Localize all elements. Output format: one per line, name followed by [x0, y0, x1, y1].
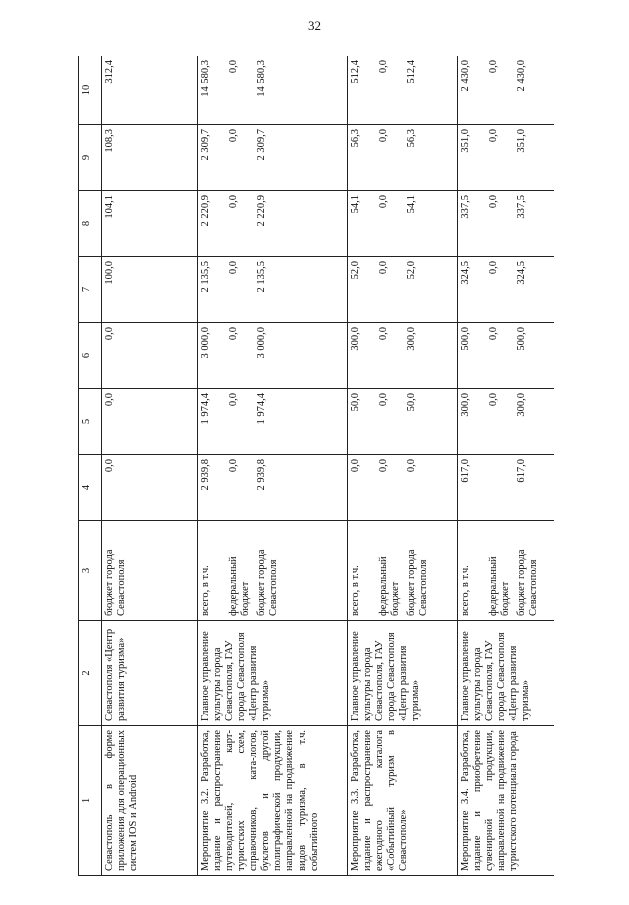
amount-cell [198, 125, 348, 191]
amount-cell [198, 389, 348, 455]
amount-value: 0,0 [378, 129, 389, 143]
amount-value: 2 309,7 [200, 129, 211, 161]
amount-value: 0,0 [488, 129, 499, 143]
amount-value: 50,0 [350, 393, 361, 412]
funding-source: федеральный бюджет [228, 556, 252, 616]
amount-value: 56,3 [406, 129, 417, 148]
funding-source-cell [198, 521, 348, 621]
amount-value: 324,5 [516, 261, 527, 285]
funding-source: всего, в т.ч. [200, 565, 211, 616]
amount-value: 0,0 [378, 459, 389, 473]
amount-cell [458, 56, 555, 125]
amount-value: 108,3 [104, 129, 115, 153]
executor-cell: Главное управление культуры города Севастополя, ГАУ города Севастополя «Центр развития туризма» [458, 621, 555, 726]
amount-cell [102, 323, 198, 389]
amount-value: 52,0 [350, 261, 361, 280]
col-header-9: 9 [79, 125, 102, 191]
amount-value: 2 309,7 [256, 129, 267, 161]
amount-cell [348, 191, 458, 257]
amount-cell [348, 56, 458, 125]
table-body [102, 56, 555, 876]
amount-value: 1 974,4 [256, 393, 267, 425]
amount-cell [198, 257, 348, 323]
amount-value: 300,0 [406, 327, 417, 351]
amount-value: 324,5 [460, 261, 471, 285]
amount-value: 512,4 [406, 60, 417, 84]
amount-cell [102, 389, 198, 455]
amount-value: 0,0 [488, 195, 499, 209]
rotated-table-content [78, 56, 554, 876]
amount-value: 104,1 [104, 195, 115, 219]
executor-cell: Главное управление культуры города Севастополя, ГАУ города Севастополя «Центр развития туризма» [348, 621, 458, 726]
amount-value: 2 135,5 [200, 261, 211, 293]
table-row [458, 56, 555, 876]
funding-source-cell [102, 521, 198, 621]
header-row [79, 56, 102, 876]
amount-value: 2 430,0 [516, 60, 527, 92]
amount-value: 500,0 [516, 327, 527, 351]
amount-value: 2 939,8 [256, 459, 267, 491]
amount-value: 0,0 [488, 60, 499, 74]
funding-source-cell [458, 521, 555, 621]
funding-source: бюджет города Севастополя [104, 549, 128, 616]
amount-cell [198, 323, 348, 389]
amount-value: 2 430,0 [460, 60, 471, 92]
amount-value: 54,1 [350, 195, 361, 214]
amount-cell [198, 455, 348, 521]
amount-value: 3 000,0 [200, 327, 211, 359]
amount-value: 351,0 [460, 129, 471, 153]
amount-cell [348, 389, 458, 455]
funding-source: всего, в т.ч. [350, 565, 361, 616]
col-header-3: 3 [79, 521, 102, 621]
amount-value: 2 939,8 [200, 459, 211, 491]
amount-value: 0,0 [228, 261, 239, 275]
amount-value: 14 580,3 [256, 60, 267, 97]
measure-cell: Севастополь в форме приложения для операционных систем IOS и Android [102, 726, 198, 876]
amount-value: 0,0 [228, 459, 239, 473]
col-header-4: 4 [79, 455, 102, 521]
amount-value: 0,0 [488, 261, 499, 275]
amount-value: 512,4 [350, 60, 361, 84]
amount-value: 0,0 [104, 327, 115, 341]
col-header-10: 10 [79, 56, 102, 125]
funding-source: бюджет города Севастополя [256, 549, 280, 616]
amount-value: 500,0 [460, 327, 471, 351]
amount-cell [348, 257, 458, 323]
amount-value: 300,0 [516, 393, 527, 417]
amount-cell [458, 455, 555, 521]
amount-value: 56,3 [350, 129, 361, 148]
funding-source: федеральный бюджет [488, 556, 512, 616]
amount-value: 0,0 [228, 129, 239, 143]
amount-value: 2 220,9 [256, 195, 267, 227]
measure-cell: Мероприятие 3.3. Разработка, издание и распространение ежегодного каталога «Событийный туризм в Севастополе» [348, 726, 458, 876]
measure-cell: Мероприятие 3.4. Разработка, издание и приобретение сувенирной продукции, направленной на продвижение туристского потенциала города [458, 726, 555, 876]
amount-value: 0,0 [378, 261, 389, 275]
amount-cell [102, 56, 198, 125]
amount-value: 0,0 [228, 327, 239, 341]
amount-cell [102, 125, 198, 191]
budget-table [78, 56, 554, 876]
table-row [198, 56, 348, 876]
col-header-2: 2 [79, 621, 102, 726]
amount-value: 0,0 [378, 327, 389, 341]
measure-cell: Мероприятие 3.2. Разработка, издание и распространение путеводителей, карт-туристских схем, справочников, ката-логов, буклетов и другой полиграфической продукции, направленной на продвижение видов туризма, в т.ч. событийного [198, 726, 348, 876]
col-header-6: 6 [79, 323, 102, 389]
amount-value: 50,0 [406, 393, 417, 412]
amount-value: 0,0 [228, 60, 239, 74]
amount-value: 3 000,0 [256, 327, 267, 359]
amount-value: 0,0 [378, 393, 389, 407]
amount-cell [458, 323, 555, 389]
table-row [348, 56, 458, 876]
amount-value: 0,0 [228, 393, 239, 407]
amount-value: 14 580,3 [200, 60, 211, 97]
amount-value: 300,0 [350, 327, 361, 351]
amount-cell [458, 125, 555, 191]
amount-value [488, 459, 516, 516]
amount-value: 337,5 [516, 195, 527, 219]
amount-value: 2 135,5 [256, 261, 267, 293]
funding-source: всего, в т.ч. [460, 565, 471, 616]
amount-cell [102, 257, 198, 323]
amount-value: 0,0 [378, 195, 389, 209]
executor-cell: Севастополя «Центр развития туризма» [102, 621, 198, 726]
amount-value: 0,0 [406, 459, 417, 473]
amount-value: 52,0 [406, 261, 417, 280]
col-header-5: 5 [79, 389, 102, 455]
amount-value: 617,0 [460, 459, 471, 483]
amount-cell [348, 125, 458, 191]
amount-cell [458, 191, 555, 257]
table-row [102, 56, 198, 876]
amount-value: 312,4 [104, 60, 115, 84]
amount-value: 2 220,9 [200, 195, 211, 227]
amount-value: 300,0 [460, 393, 471, 417]
amount-value: 0,0 [104, 393, 115, 407]
amount-value: 0,0 [378, 60, 389, 74]
amount-cell [198, 56, 348, 125]
amount-value: 0,0 [104, 459, 115, 473]
page-number: 32 [308, 18, 321, 33]
amount-value: 0,0 [228, 195, 239, 209]
rotated-table-frame [78, 56, 554, 876]
amount-value: 0,0 [488, 393, 499, 407]
col-header-8: 8 [79, 191, 102, 257]
funding-source-cell [348, 521, 458, 621]
col-header-7: 7 [79, 257, 102, 323]
amount-cell [102, 455, 198, 521]
amount-value: 337,5 [460, 195, 471, 219]
amount-value: 54,1 [406, 195, 417, 214]
amount-value: 351,0 [516, 129, 527, 153]
amount-value: 1 974,4 [200, 393, 211, 425]
amount-cell [458, 389, 555, 455]
amount-value: 0,0 [350, 459, 361, 473]
amount-cell [458, 257, 555, 323]
amount-value: 617,0 [516, 459, 527, 483]
funding-source: бюджет города Севастополя [516, 549, 540, 616]
amount-value: 100,0 [104, 261, 115, 285]
col-header-1: 1 [79, 726, 102, 876]
amount-cell [102, 191, 198, 257]
amount-cell [198, 191, 348, 257]
funding-source: бюджет города Севастополя [406, 549, 430, 616]
executor-cell: Главное управление культуры города Севастополя, ГАУ города Севастополя «Центр развития туризма» [198, 621, 348, 726]
amount-cell [348, 455, 458, 521]
amount-value: 0,0 [488, 327, 499, 341]
funding-source: федеральный бюджет [378, 556, 402, 616]
amount-cell [348, 323, 458, 389]
